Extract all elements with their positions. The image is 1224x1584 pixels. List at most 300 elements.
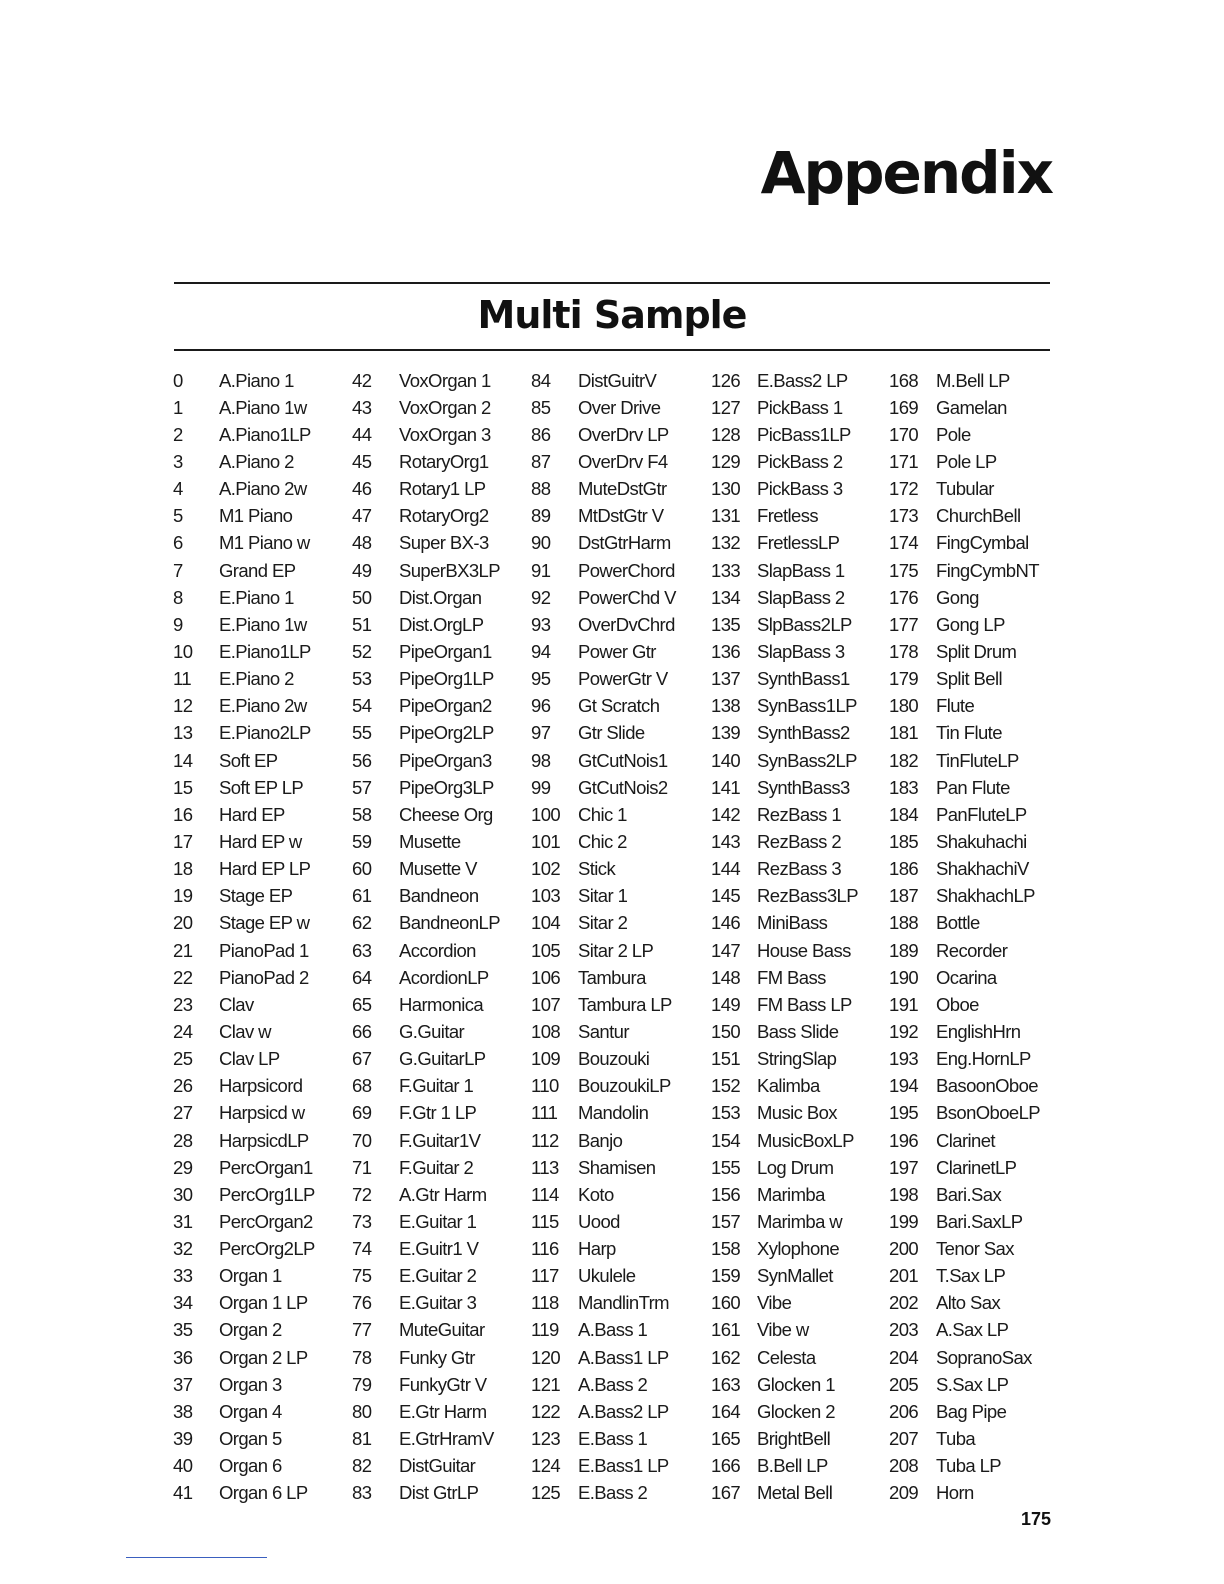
- sample-name: A.Sax LP: [936, 1319, 1009, 1341]
- sample-name: PercOrgan1: [219, 1156, 313, 1178]
- sample-name: Horn: [936, 1482, 974, 1504]
- sample-name: Organ 2: [219, 1319, 282, 1341]
- list-item: [352, 774, 500, 801]
- sample-number: 131: [711, 505, 741, 527]
- sample-name: PercOrg1LP: [219, 1183, 315, 1205]
- list-item: [889, 1371, 1040, 1398]
- sample-name: Marimba w: [757, 1210, 843, 1232]
- sample-name: Kalimba: [757, 1075, 820, 1097]
- sample-name: Eng.HornLP: [936, 1048, 1031, 1070]
- sample-name: BasoonOboe: [936, 1075, 1039, 1097]
- sample-number: 112: [531, 1129, 559, 1151]
- sample-number: 191: [889, 993, 919, 1015]
- list-item: [531, 883, 676, 910]
- list-item: [352, 1290, 500, 1317]
- sample-name: Sitar 2 LP: [578, 939, 654, 961]
- list-item: [352, 828, 500, 855]
- list-item: [531, 1208, 676, 1235]
- list-item: [889, 448, 1040, 475]
- sample-name: Ukulele: [578, 1265, 636, 1287]
- list-item: [173, 394, 315, 421]
- sample-number: 52: [352, 640, 372, 662]
- sample-name: FretlessLP: [757, 532, 840, 554]
- sample-name: A.Piano 1: [219, 369, 294, 391]
- sample-number: 45: [352, 450, 372, 472]
- list-item: [352, 367, 500, 394]
- list-item: [531, 910, 676, 937]
- sample-number: 169: [889, 396, 919, 418]
- list-item: [352, 530, 500, 557]
- sample-number: 66: [352, 1020, 372, 1042]
- list-item: [531, 774, 676, 801]
- sample-name: T.Sax LP: [936, 1265, 1006, 1287]
- sample-number: 203: [889, 1319, 919, 1341]
- sample-name: FingCymbNT: [936, 559, 1039, 581]
- sample-name: SynthBass2: [757, 722, 850, 744]
- sample-name: Chic 2: [578, 830, 627, 852]
- sample-name: Vibe: [757, 1292, 792, 1314]
- sample-number: 50: [352, 586, 372, 608]
- sample-name: Bass Slide: [757, 1020, 839, 1042]
- sample-number: 105: [531, 939, 561, 961]
- list-item: [352, 1344, 500, 1371]
- sample-number: 21: [173, 939, 193, 961]
- sample-number: 28: [173, 1129, 193, 1151]
- list-item: [173, 1398, 315, 1425]
- list-item: [711, 448, 858, 475]
- sample-number: 19: [173, 885, 193, 907]
- list-item: [711, 747, 858, 774]
- list-item: [173, 611, 315, 638]
- sample-name: SuperBX3LP: [399, 559, 500, 581]
- sample-name: PipeOrgan1: [399, 640, 492, 662]
- sample-name: Organ 3: [219, 1373, 282, 1395]
- sample-number: 41: [173, 1482, 193, 1504]
- sample-name: Cheese Org: [399, 803, 493, 825]
- sample-name: RezBass3LP: [757, 885, 858, 907]
- sample-name: Stage EP w: [219, 912, 310, 934]
- list-item: [531, 421, 676, 448]
- sample-number: 153: [711, 1102, 741, 1124]
- sample-number: 95: [531, 668, 551, 690]
- sample-number: 194: [889, 1075, 919, 1097]
- sample-number: 93: [531, 613, 551, 635]
- sample-number: 199: [889, 1210, 919, 1232]
- sample-number: 58: [352, 803, 372, 825]
- list-item: [352, 584, 500, 611]
- list-item: [173, 530, 315, 557]
- sample-name: Dist.OrgLP: [399, 613, 484, 635]
- sample-number: 61: [352, 885, 372, 907]
- sample-number: 12: [173, 695, 193, 717]
- list-item: [711, 1236, 858, 1263]
- sample-name: Stick: [578, 858, 616, 880]
- list-item: [173, 1290, 315, 1317]
- list-item: [889, 611, 1040, 638]
- list-item: [889, 937, 1040, 964]
- sample-name: Pole: [936, 423, 971, 445]
- list-item: [889, 1317, 1040, 1344]
- sample-number: 125: [531, 1482, 561, 1504]
- sample-number: 78: [352, 1346, 372, 1368]
- list-item: [173, 1018, 315, 1045]
- list-item: [711, 801, 858, 828]
- list-item: [889, 1290, 1040, 1317]
- list-item: [889, 1480, 1040, 1507]
- list-item: [889, 367, 1040, 394]
- sample-name: Pole LP: [936, 450, 997, 472]
- sample-number: 147: [711, 939, 741, 961]
- sample-name: Split Bell: [936, 668, 1002, 690]
- list-item: [352, 1480, 500, 1507]
- list-item: [173, 1236, 315, 1263]
- list-item: [711, 1263, 858, 1290]
- list-item: [352, 1236, 500, 1263]
- list-item: [352, 1127, 500, 1154]
- sample-name: F.Gtr 1 LP: [399, 1102, 477, 1124]
- multi-sample-column-5: [889, 367, 1040, 1507]
- sample-number: 74: [352, 1238, 372, 1260]
- sample-number: 3: [173, 450, 183, 472]
- sample-name: Recorder: [936, 939, 1008, 961]
- list-item: [889, 1453, 1040, 1480]
- list-item: [531, 1018, 676, 1045]
- list-item: [711, 720, 858, 747]
- list-item: [889, 1154, 1040, 1181]
- sample-number: 80: [352, 1400, 372, 1422]
- sample-number: 127: [711, 396, 741, 418]
- sample-number: 126: [711, 369, 741, 391]
- sample-name: MtDstGtr V: [578, 505, 664, 527]
- sample-name: ShakhachiV: [936, 858, 1029, 880]
- sample-name: GtCutNois2: [578, 776, 668, 798]
- sample-name: MandlinTrm: [578, 1292, 669, 1314]
- sample-number: 29: [173, 1156, 193, 1178]
- sample-number: 51: [352, 613, 372, 635]
- list-item: [531, 856, 676, 883]
- list-item: [889, 666, 1040, 693]
- list-item: [352, 1154, 500, 1181]
- sample-name: Sitar 1: [578, 885, 628, 907]
- sample-number: 69: [352, 1102, 372, 1124]
- sample-number: 101: [531, 830, 561, 852]
- sample-name: S.Sax LP: [936, 1373, 1009, 1395]
- list-item: [711, 666, 858, 693]
- sample-name: Hard EP: [219, 803, 285, 825]
- sample-name: E.Bass1 LP: [578, 1455, 669, 1477]
- list-item: [531, 666, 676, 693]
- list-item: [531, 964, 676, 991]
- list-item: [352, 421, 500, 448]
- sample-number: 173: [889, 505, 919, 527]
- sample-number: 178: [889, 640, 919, 662]
- sample-number: 190: [889, 966, 919, 988]
- sample-name: M1 Piano: [219, 505, 293, 527]
- sample-number: 14: [173, 749, 193, 771]
- list-item: [711, 1371, 858, 1398]
- list-item: [889, 774, 1040, 801]
- list-item: [531, 991, 676, 1018]
- sample-name: F.Guitar 1: [399, 1075, 474, 1097]
- section-top-rule: [174, 282, 1050, 284]
- sample-name: Oboe: [936, 993, 979, 1015]
- sample-number: 180: [889, 695, 919, 717]
- sample-name: PowerGtr V: [578, 668, 668, 690]
- sample-number: 72: [352, 1183, 372, 1205]
- sample-name: Marimba: [757, 1183, 825, 1205]
- list-item: [173, 1100, 315, 1127]
- sample-name: Uood: [578, 1210, 620, 1232]
- list-item: [173, 1371, 315, 1398]
- sample-number: 189: [889, 939, 919, 961]
- sample-name: E.Gtr Harm: [399, 1400, 487, 1422]
- sample-name: SynthBass1: [757, 668, 850, 690]
- sample-name: PipeOrg3LP: [399, 776, 494, 798]
- list-item: [173, 801, 315, 828]
- list-item: [173, 1453, 315, 1480]
- list-item: [531, 693, 676, 720]
- sample-number: 164: [711, 1400, 741, 1422]
- sample-number: 56: [352, 749, 372, 771]
- sample-name: E.Bass2 LP: [757, 369, 848, 391]
- sample-number: 68: [352, 1075, 372, 1097]
- list-item: [711, 1018, 858, 1045]
- sample-number: 170: [889, 423, 919, 445]
- sample-name: M.Bell LP: [936, 369, 1010, 391]
- list-item: [531, 1100, 676, 1127]
- list-item: [711, 1290, 858, 1317]
- list-item: [531, 1236, 676, 1263]
- sample-number: 60: [352, 858, 372, 880]
- sample-number: 0: [173, 369, 183, 391]
- list-item: [711, 856, 858, 883]
- sample-name: E.Piano 2: [219, 668, 294, 690]
- list-item: [889, 1344, 1040, 1371]
- sample-number: 87: [531, 450, 551, 472]
- sample-number: 32: [173, 1238, 193, 1260]
- list-item: [352, 856, 500, 883]
- sample-name: VoxOrgan 2: [399, 396, 491, 418]
- sample-number: 144: [711, 858, 741, 880]
- sample-name: ShakhachLP: [936, 885, 1035, 907]
- sample-name: E.Piano2LP: [219, 722, 311, 744]
- sample-number: 20: [173, 912, 193, 934]
- sample-name: VoxOrgan 3: [399, 423, 491, 445]
- sample-number: 119: [531, 1319, 559, 1341]
- sample-number: 132: [711, 532, 741, 554]
- list-item: [889, 991, 1040, 1018]
- sample-name: SlapBass 1: [757, 559, 845, 581]
- sample-name: Bari.SaxLP: [936, 1210, 1023, 1232]
- list-item: [889, 557, 1040, 584]
- sample-name: Tambura LP: [578, 993, 672, 1015]
- sample-number: 5: [173, 505, 183, 527]
- sample-number: 135: [711, 613, 741, 635]
- sample-name: Vibe w: [757, 1319, 809, 1341]
- sample-name: BandneonLP: [399, 912, 500, 934]
- sample-name: Tin Flute: [936, 722, 1002, 744]
- sample-number: 89: [531, 505, 551, 527]
- sample-name: Organ 5: [219, 1428, 282, 1450]
- sample-name: Harpsicd w: [219, 1102, 305, 1124]
- sample-number: 71: [352, 1156, 372, 1178]
- sample-number: 6: [173, 532, 183, 554]
- sample-name: E.Bass 1: [578, 1428, 648, 1450]
- sample-number: 184: [889, 803, 919, 825]
- list-item: [352, 1100, 500, 1127]
- sample-number: 204: [889, 1346, 919, 1368]
- list-item: [173, 991, 315, 1018]
- sample-name: SopranoSax: [936, 1346, 1032, 1368]
- list-item: [173, 1480, 315, 1507]
- sample-name: Gamelan: [936, 396, 1007, 418]
- sample-number: 15: [173, 776, 193, 798]
- sample-name: Log Drum: [757, 1156, 834, 1178]
- sample-name: RotaryOrg1: [399, 450, 489, 472]
- list-item: [531, 503, 676, 530]
- sample-number: 44: [352, 423, 372, 445]
- list-item: [889, 1208, 1040, 1235]
- section-title: Multi Sample: [477, 293, 747, 337]
- list-item: [531, 448, 676, 475]
- list-item: [711, 503, 858, 530]
- sample-name: Soft EP: [219, 749, 278, 771]
- list-item: [352, 1181, 500, 1208]
- sample-number: 76: [352, 1292, 372, 1314]
- sample-number: 166: [711, 1455, 741, 1477]
- sample-number: 205: [889, 1373, 919, 1395]
- list-item: [711, 584, 858, 611]
- list-item: [531, 1073, 676, 1100]
- sample-name: RezBass 1: [757, 803, 842, 825]
- sample-number: 98: [531, 749, 551, 771]
- sample-number: 142: [711, 803, 741, 825]
- sample-name: MiniBass: [757, 912, 828, 934]
- sample-name: E.Guitar 3: [399, 1292, 477, 1314]
- list-item: [531, 1290, 676, 1317]
- sample-number: 114: [531, 1183, 559, 1205]
- list-item: [531, 611, 676, 638]
- list-item: [173, 1073, 315, 1100]
- sample-name: E.Guitar 2: [399, 1265, 477, 1287]
- list-item: [889, 801, 1040, 828]
- sample-number: 102: [531, 858, 561, 880]
- sample-name: Sitar 2: [578, 912, 628, 934]
- sample-number: 94: [531, 640, 551, 662]
- list-item: [352, 1398, 500, 1425]
- sample-name: Hard EP LP: [219, 858, 311, 880]
- sample-name: A.Piano 1w: [219, 396, 307, 418]
- list-item: [531, 1263, 676, 1290]
- sample-name: BsonOboeLP: [936, 1102, 1041, 1124]
- sample-name: Pan Flute: [936, 776, 1010, 798]
- list-item: [352, 1453, 500, 1480]
- sample-name: BrightBell: [757, 1428, 831, 1450]
- list-item: [531, 828, 676, 855]
- multi-sample-column-4: [711, 367, 858, 1507]
- sample-number: 43: [352, 396, 372, 418]
- sample-number: 92: [531, 586, 551, 608]
- list-item: [531, 1480, 676, 1507]
- sample-number: 67: [352, 1048, 372, 1070]
- sample-name: Metal Bell: [757, 1482, 833, 1504]
- list-item: [173, 1046, 315, 1073]
- sample-number: 207: [889, 1428, 919, 1450]
- list-item: [531, 801, 676, 828]
- sample-name: ChurchBell: [936, 505, 1021, 527]
- sample-number: 160: [711, 1292, 741, 1314]
- sample-name: PickBass 3: [757, 478, 843, 500]
- sample-number: 150: [711, 1020, 741, 1042]
- list-item: [173, 638, 315, 665]
- list-item: [173, 1425, 315, 1452]
- list-item: [352, 557, 500, 584]
- sample-number: 188: [889, 912, 919, 934]
- sample-name: FM Bass: [757, 966, 826, 988]
- sample-name: A.Bass 1: [578, 1319, 648, 1341]
- sample-name: Glocken 1: [757, 1373, 835, 1395]
- sample-number: 108: [531, 1020, 561, 1042]
- sample-name: Chic 1: [578, 803, 627, 825]
- list-item: [352, 638, 500, 665]
- sample-number: 159: [711, 1265, 741, 1287]
- sample-number: 85: [531, 396, 551, 418]
- sample-name: Celesta: [757, 1346, 816, 1368]
- list-item: [889, 530, 1040, 557]
- sample-name: G.Guitar: [399, 1020, 465, 1042]
- sample-name: Bottle: [936, 912, 980, 934]
- sample-number: 104: [531, 912, 561, 934]
- sample-number: 97: [531, 722, 551, 744]
- sample-name: BouzoukiLP: [578, 1075, 671, 1097]
- list-item: [173, 937, 315, 964]
- sample-name: Tenor Sax: [936, 1238, 1014, 1260]
- list-item: [173, 964, 315, 991]
- list-item: [711, 367, 858, 394]
- sample-name: Alto Sax: [936, 1292, 1001, 1314]
- list-item: [173, 1263, 315, 1290]
- sample-number: 46: [352, 478, 372, 500]
- list-item: [173, 1127, 315, 1154]
- sample-number: 201: [889, 1265, 919, 1287]
- sample-name: Harp: [578, 1238, 616, 1260]
- sample-name: Tubular: [936, 478, 994, 500]
- list-item: [711, 1453, 858, 1480]
- sample-number: 49: [352, 559, 372, 581]
- list-item: [352, 991, 500, 1018]
- list-item: [889, 1127, 1040, 1154]
- sample-number: 176: [889, 586, 919, 608]
- sample-number: 42: [352, 369, 372, 391]
- sample-number: 128: [711, 423, 741, 445]
- list-item: [711, 638, 858, 665]
- sample-number: 82: [352, 1455, 372, 1477]
- sample-name: Gtr Slide: [578, 722, 645, 744]
- sample-name: F.Guitar 2: [399, 1156, 474, 1178]
- sample-number: 121: [531, 1373, 561, 1395]
- sample-name: GtCutNois1: [578, 749, 668, 771]
- sample-number: 183: [889, 776, 919, 798]
- sample-name: Tambura: [578, 966, 646, 988]
- sample-number: 113: [531, 1156, 559, 1178]
- page-title: Appendix: [760, 139, 1052, 207]
- list-item: [173, 856, 315, 883]
- sample-number: 149: [711, 993, 741, 1015]
- list-item: [711, 828, 858, 855]
- sample-name: Bag Pipe: [936, 1400, 1007, 1422]
- sample-number: 22: [173, 966, 193, 988]
- list-item: [711, 964, 858, 991]
